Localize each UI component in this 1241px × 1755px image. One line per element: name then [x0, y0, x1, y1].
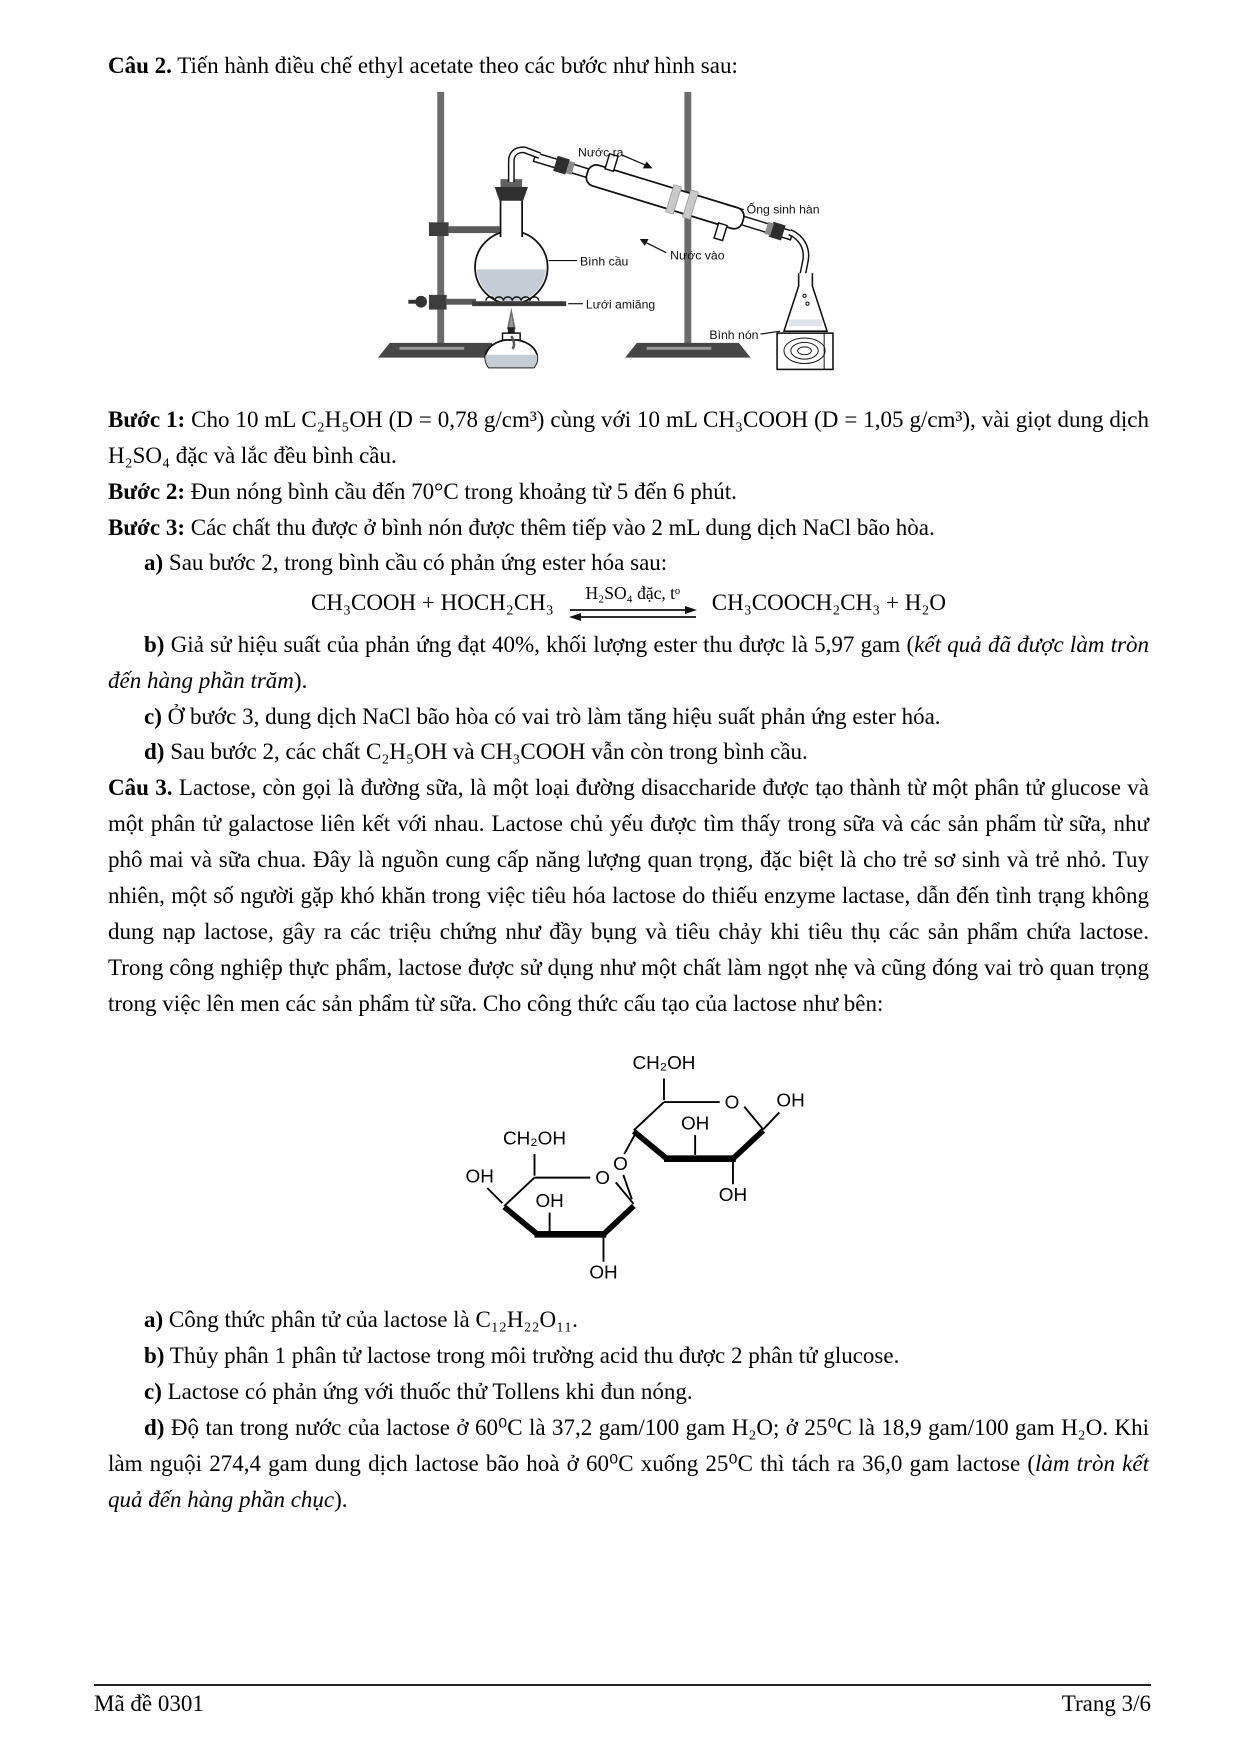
ester-equation — [108, 585, 1149, 621]
clamp-arm-upper — [448, 226, 499, 233]
distillation-apparatus-figure — [364, 86, 894, 396]
q2-item-c-label: c) — [144, 703, 162, 729]
label-luoi-amiang: Lưới amiăng — [585, 297, 655, 312]
lamp-fuel — [479, 355, 542, 368]
equation-right: CH₃COOCH₂CH₃ + H₂O — [711, 590, 946, 616]
step-1 — [108, 402, 1149, 474]
exam-code: Mã đề 0301 — [94, 1691, 204, 1716]
q2-item-a-label: a) — [144, 550, 164, 576]
step-2-label: Bước 2: — [108, 478, 185, 504]
equation-condition: H₂SO₄ đặc, tᵒ — [585, 583, 681, 604]
q2-item-c-text: Ở bước 3, dung dịch NaCl bão hòa có vai trò làm tăng hiệu suất phản ứng ester hóa. — [167, 703, 941, 729]
label-ong-sinh-han: Ống sinh hàn — [746, 202, 820, 217]
lactose-structure-diagram — [440, 1031, 818, 1294]
water-in-arrow — [639, 239, 648, 246]
q3-item-d-post: ). — [334, 1486, 348, 1512]
q3-item-c — [108, 1374, 1149, 1410]
q3-item-a — [108, 1302, 1149, 1338]
equation-left: CH₃COOH + HOCH₂CH₃ — [311, 590, 554, 616]
label-binh-cau: Bình cầu — [579, 254, 628, 269]
equation-arrows — [568, 585, 698, 621]
equilibrium-arrows-icon — [568, 606, 698, 621]
q2-item-b-italic: kết quả đã được làm tròn đến hàng phần trăm — [108, 631, 1150, 693]
step-3 — [108, 510, 1149, 546]
q2-item-d — [108, 734, 1149, 770]
q3-item-d-text: Độ tan trong nước của lactose ở 60⁰C là 37,2 gam/100 gam H₂O; ở 25⁰C là 18,9 gam/100 gam H₂O. Khi làm nguội 274,4 gam dung dịch lactose bão hoà ở 60⁰C xuống 25⁰C thì tách ra 36,0 gam lactose ( — [108, 1415, 1150, 1476]
water-in-nozzle — [714, 223, 727, 241]
step-2-text: Đun nóng bình cầu đến 70°C trong khoảng từ 5 đến 6 phút. — [190, 478, 737, 504]
step-1-label: Bước 1: — [108, 406, 186, 432]
q2-item-d-label: d) — [144, 739, 165, 765]
clamp-boss-upper — [428, 222, 448, 236]
q2-item-d-text: Sau bước 2, các chất C₂H₅OH và CH₃COOH vẫn còn trong bình cầu. — [170, 739, 808, 765]
clamp-boss-lower — [428, 295, 446, 310]
question-2-intro: Tiến hành điều chế ethyl acetate theo các bước như hình sau: — [177, 53, 738, 78]
right-stand-base — [625, 343, 751, 358]
ch2oh-label-galactose: CH₂OH — [631, 1053, 695, 1075]
q3-item-d-label: d) — [144, 1415, 165, 1440]
oh-label-left-glucose: OH — [465, 1166, 494, 1188]
oh-label-anomeric-right: OH — [775, 1091, 805, 1113]
ring-oxygen-glucose: O — [594, 1168, 610, 1190]
q2-item-a-text: Sau bước 2, trong bình cầu có phản ứng ester hóa sau: — [168, 550, 668, 576]
condenser-jacket — [584, 163, 746, 231]
question-3-intro: Lactose, còn gọi là đường sữa, là một loại đường disaccharide được tạo thành từ một phân tử glucose và một phân tử galactose liên kết với nhau. Lactose chủ yếu được tìm thấy trong sữa và các sản phẩm từ sữa, như phô mai và sữa chua. Đây là nguồn cung cấp năng lượng quan trọng, đặc biệt là cho trẻ sơ sinh và trẻ nhỏ. Tuy nhiên, một số người gặp khó khăn trong việc tiêu hóa lactose do thiếu enzyme lactase, dẫn đến tình trạng không dung nạp lactose, gây ra các triệu chứng như đầy bụng và tiêu chảy khi tiêu thụ các sản phẩm chứa lactose. Trong công nghiệp thực phẩm, lactose được sử dụng như một chất làm ngọt nhẹ và cũng đóng vai trò quan trọng trong việc lên men các sản phẩm từ sữa. Cho công thức cấu tạo của lactose như bên: — [108, 775, 1150, 1016]
condenser-group — [527, 133, 799, 259]
q3-item-c-label: c) — [144, 1379, 162, 1405]
q2-item-b — [108, 627, 1149, 699]
step-2 — [108, 474, 1149, 510]
flask-stopper — [494, 187, 527, 201]
q3-item-a-label: a) — [144, 1307, 164, 1333]
ring-arm — [446, 299, 475, 305]
step-3-label: Bước 3: — [108, 514, 185, 540]
label-nuoc-vao: Nước vào — [669, 248, 725, 263]
page-footer — [94, 1684, 1151, 1717]
q2-item-b-label: b) — [144, 631, 165, 657]
q3-item-d-italic: làm tròn kết quả đến hàng phần chục — [108, 1450, 1149, 1512]
lactose-structure-figure — [440, 1031, 818, 1300]
question-3-label: Câu 3. — [108, 775, 173, 801]
step-3-text: Các chất thu được ở bình nón được thêm tiếp vào 2 mL dung dịch NaCl bão hòa. — [190, 514, 935, 540]
step-1-text: Cho 10 mL C₂H₅OH (D = 0,78 g/cm³) cùng với 10 mL CH₃COOH (D = 1,05 g/cm³), vài giọt dung dịch H₂SO₄ đặc và lắc đều bình cầu. — [108, 406, 1150, 468]
oh-label-bottom-glucose: OH — [588, 1263, 618, 1285]
ch2oh-label-glucose: CH₂OH — [502, 1128, 566, 1150]
q2-item-b-text: Giả sử hiệu suất của phản ứng đạt 40%, khối lượng ester thu được là 5,97 gam ( — [170, 631, 915, 657]
q3-item-d — [108, 1410, 1149, 1518]
page-number: Trang 3/6 — [1061, 1691, 1151, 1716]
oh-label-inner-glucose: OH — [534, 1191, 564, 1213]
ring-oxygen-galactose: O — [724, 1093, 739, 1115]
question-2-heading — [108, 48, 1149, 84]
oh-label-bottom-galactose: OH — [718, 1185, 747, 1207]
q3-item-a-text: Công thức phân tử của lactose là C₁₂H₂₂O₁₁. — [168, 1307, 578, 1333]
q3-item-c-text: Lactose có phản ứng với thuốc thử Tollens khi đun nóng. — [167, 1379, 693, 1405]
flask-liquid — [474, 269, 549, 304]
question-3-heading — [108, 770, 1149, 1021]
label-nuoc-ra: Nước ra — [577, 145, 624, 160]
q2-item-c — [108, 699, 1149, 735]
q3-item-b — [108, 1338, 1149, 1374]
q3-item-b-label: b) — [144, 1343, 165, 1369]
question-2-label: Câu 2. — [108, 53, 172, 78]
label-binh-non: Bình nón — [708, 327, 758, 342]
oh-label-inner-galactose: OH — [680, 1113, 709, 1135]
q2-item-a — [108, 545, 1149, 581]
apparatus-diagram — [364, 86, 894, 390]
q2-item-b-post: ). — [293, 667, 308, 693]
q3-item-b-text: Thủy phân 1 phân tử lactose trong môi trường acid thu được 2 phân tử glucose. — [169, 1343, 900, 1369]
glycosidic-oxygen: O — [612, 1154, 628, 1176]
